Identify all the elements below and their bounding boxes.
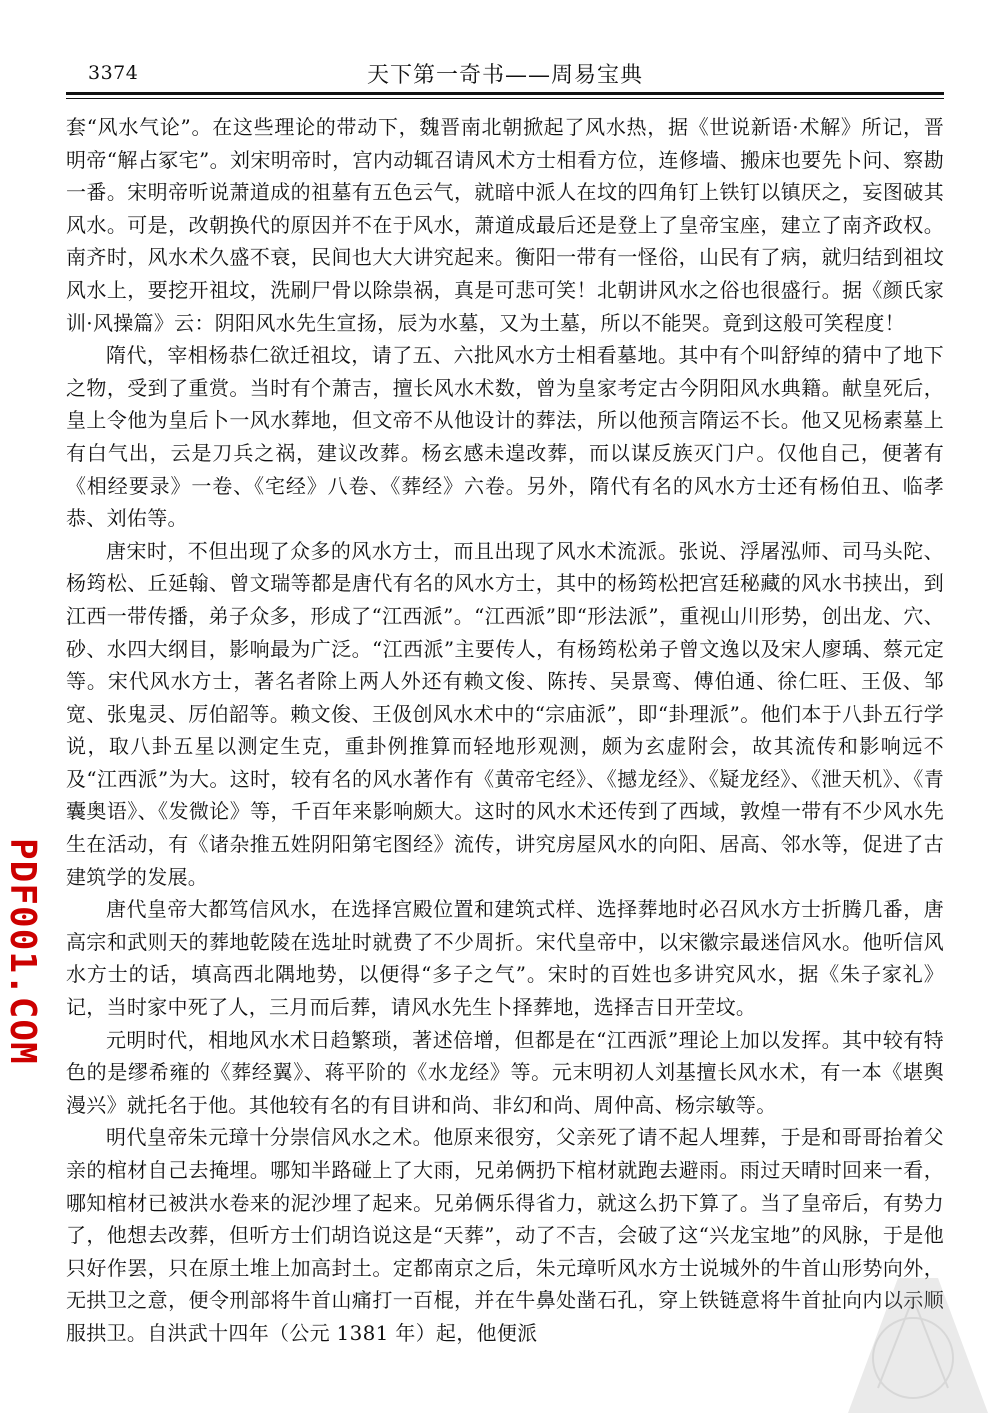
paragraph: 明代皇帝朱元璋十分崇信风水之术。他原来很穷，父亲死了请不起人埋葬，于是和哥哥抬着父亲的棺材自己去掩埋。哪知半路碰上了大雨，兄弟俩扔下棺材就跑去避雨。雨过天晴时回来一看，哪知棺材已被洪水卷来的泥沙埋了起来。兄弟俩乐得省力，就这么扔下算了。当了皇帝后，有势力了，他想去改葬，但听方士们胡诌说这是“天葬”，动了不吉，会破了这“兴龙宝地”的风脉，于是他只好作罢，只在原土堆上加高封土。定都南京之后，朱元璋听风水方士说城外的牛首山形势向外，无拱卫之意，便令刑部将牛首山痛打一百棍，并在牛鼻处凿石孔，穿上铁链意将牛首扯向内以示顺服拱卫。自洪武十四年（公元 1381 年）起，他便派 (66, 1125, 944, 1345)
header-rule-thin (66, 98, 944, 99)
paragraph: 唐代皇帝大都笃信风水，在选择宫殿位置和建筑式样、选择葬地时必召风水方士折腾几番，唐高宗和武则天的葬地乾陵在选址时就费了不少周折。宋代皇帝中，以宋徽宗最迷信风水。他听信风水方士的话，填高西北隅地势，以便得“多子之气”。宋时的百姓也多讲究风水，据《朱子家礼》记，当时家中死了人，三月而后葬，请风水先生卜择葬地，选择吉日开茔坟。 (66, 897, 944, 1020)
body-text (66, 111, 944, 1350)
header-rule-thick (66, 92, 944, 95)
watermark-side-text: PDF001.COM (2, 838, 43, 1065)
page-number: 3374 (88, 62, 139, 84)
page-header (66, 56, 944, 90)
running-title: 天下第一奇书——周易宝典 (366, 63, 643, 88)
watermark-logo-icon (818, 1238, 1000, 1428)
paragraph: 隋代，宰相杨恭仁欲迁祖坟，请了五、六批风水方士相看墓地。其中有个叫舒绰的猜中了地下之物，受到了重赏。当时有个萧吉，擅长风水术数，曾为皇家考定古今阴阳风水典籍。献皇死后，皇上令他为皇后卜一风水葬地，但文帝不从他设计的葬法，所以他预言隋运不长。他又见杨素墓上有白气出，云是刀兵之祸，建议改葬。杨玄感未遑改葬，而以谋反族灭门户。仅他自己，便著有《相经要录》一卷、《宅经》八卷、《葬经》六卷。另外，隋代有名的风水方士还有杨伯丑、临孝恭、刘佑等。 (66, 343, 944, 531)
paragraph: 唐宋时，不但出现了众多的风水方士，而且出现了风水术流派。张说、浮屠泓师、司马头陀、杨筠松、丘延翰、曾文瑞等都是唐代有名的风水方士，其中的杨筠松把宫廷秘藏的风水书挟出，到江西一带传播，弟子众多，形成了“江西派”。“江西派”即“形法派”，重视山川形势，创出龙、穴、砂、水四大纲目，影响最为广泛。“江西派”主要传人，有杨筠松弟子曾文逸以及宋人廖瑀、蔡元定等。宋代风水方士，著名者除上两人外还有赖文俊、陈抟、吴景鸾、傅伯通、徐仁旺、王伋、邹宽、张鬼灵、厉伯韶等。赖文俊、王伋创风水术中的“宗庙派”，即“卦理派”。他们本于八卦五行学说，取八卦五星以测定生克，重卦例推算而轻地形观测，颇为玄虚附会，故其流传和影响远不及“江西派”为大。这时，较有名的风水著作有《黄帝宅经》、《撼龙经》、《疑龙经》、《泄天机》、《青囊奥语》、《发微论》等，千百年来影响颇大。这时的风水术还传到了西域，敦煌一带有不少风水先生在活动，有《诸杂推五姓阴阳第宅图经》流传，讲究房屋风水的向阳、居高、邻水等，促进了古建筑学的发展。 (66, 538, 944, 889)
paragraph: 元明时代，相地风水术日趋繁琐，著述倍增，但都是在“江西派”理论上加以发挥。其中较有特色的是缪希雍的《葬经翼》、蒋平阶的《水龙经》等。元末明初人刘基擅长风水术，有一本《堪舆漫兴》就托名于他。其他较有名的有目讲和尚、非幻和尚、周仲高、杨宗敏等。 (66, 1027, 944, 1117)
paragraph: 套“风水气论”。在这些理论的带动下，魏晋南北朝掀起了风水热，据《世说新语·术解》所记，晋明帝“解占冢宅”。刘宋明帝时，宫内动辄召请风术方士相看方位，连修墙、搬床也要先卜问、察勘一番。宋明帝听说萧道成的祖墓有五色云气，就暗中派人在坟的四角钉上铁钉以镇厌之，妄图破其风水。可是，改朝换代的原因并不在于风水，萧道成最后还是登上了皇帝宝座，建立了南齐政权。南齐时，风水术久盛不衰，民间也大大讲究起来。衡阳一带有一怪俗，山民有了病，就归结到祖坟风水上，要挖开祖坟，洗刷尸骨以除祟祸，真是可悲可笑！北朝讲风水之俗也很盛行。据《颜氏家训·风操篇》云：阴阳风水先生宣扬，辰为水墓，又为土墓，所以不能哭。竟到这般可笑程度！ (66, 115, 944, 335)
